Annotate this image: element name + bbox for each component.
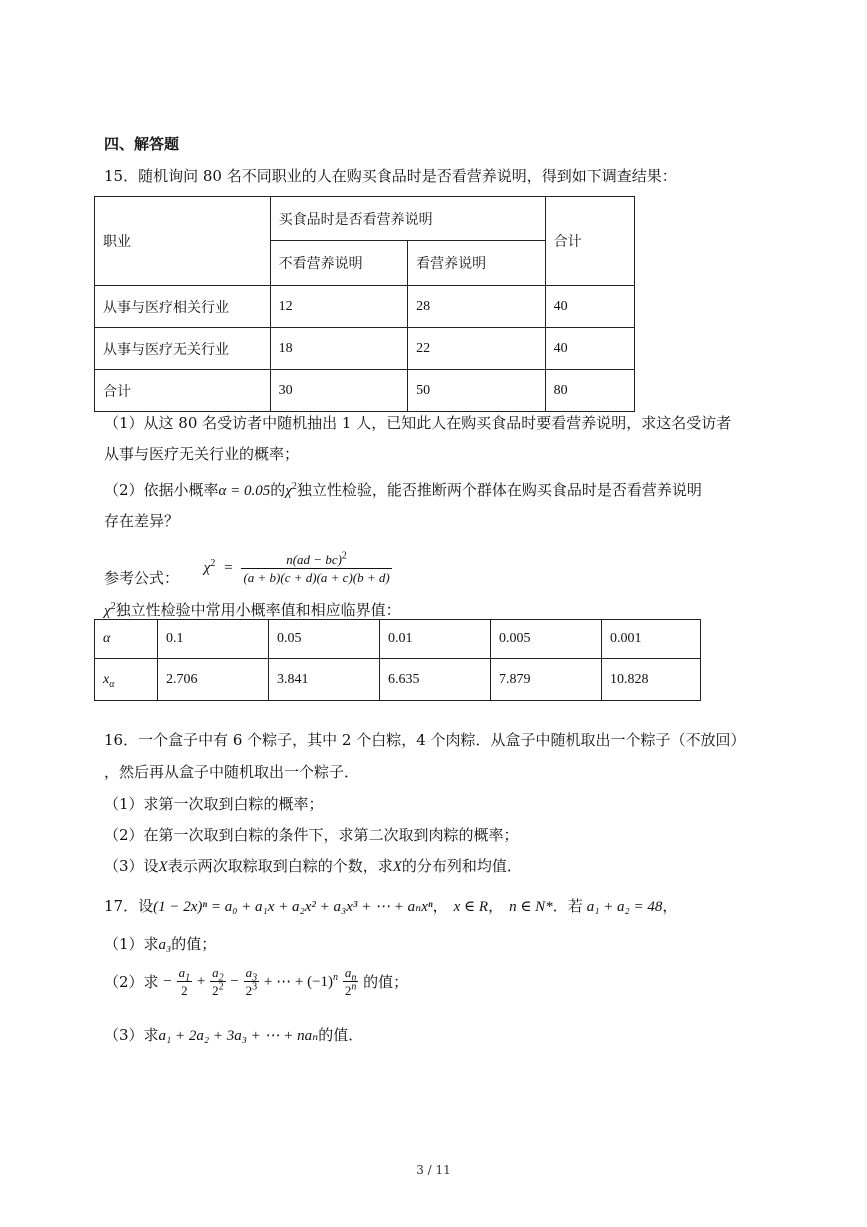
q15-part1-line1: （1）从这 80 名受访者中随机抽出 1 人，已知此人在购买食品时要看营养说明，求这名受访者 [104,414,732,432]
critical-values-table [94,619,701,701]
alpha-row-label: α [95,620,158,659]
formula-fraction: $\frac{n(ad - bc)^2}{(a + b)(c + d)(a + c)(b + d)}$ [243,550,390,585]
q17-part2: （2）求 − $\frac{a_1}{2}$ + $\frac{a_2}{2^2}$ − $\frac{a_3}{2^3}$ + ⋯ + $(-1)^n$ $\frac{a_n}{2^n}$ 的值； [104,965,409,998]
reference-formula: 参考公式： $\chi^2$ = $\frac{n(ad - bc)^2}{(a + b)(c + d)(a + c)(b + d)}$ [104,548,392,588]
q15-part2-mid: 的 [270,481,286,499]
alpha-cell: 0.001 [602,620,701,659]
term-fraction: $\frac{a_n}{2^n}$ [344,965,357,998]
q15-part1-line2: 从事与医疗无关行业的概率； [104,445,300,463]
critical-caption: $\chi^2$独立性检验中常用小概率值和相应临界值： [104,601,401,619]
term-fraction: $\frac{a_3}{2^3}$ [245,965,258,998]
page-number: 3 / 11 [416,1163,451,1177]
row-label: 从事与医疗相关行业 [95,286,271,328]
alpha-cell: 0.005 [491,620,602,659]
weighted-sum: a₁ + 2a₂ + 3a₃ + ⋯ + naₙ [158,1028,319,1044]
formula-label: 参考公式： [104,569,180,587]
header-total: 合计 [545,197,634,286]
table-row [95,620,701,659]
table-row [95,370,635,412]
x-cell: 10.828 [602,659,701,701]
formula-lhs: χ [203,560,211,576]
cell-no: 12 [270,286,408,328]
header-no: 不看营养说明 [270,241,408,286]
alpha-cell: 0.01 [380,620,491,659]
q17-part1: （1）求a₃的值； [104,935,217,953]
q16-part3: （3）设X表示两次取粽取到白粽的个数，求X的分布列和均值． [104,857,522,875]
var-a3: a₃ [158,937,172,953]
formula-denominator: (a + b)(c + d)(a + c)(b + d) [243,569,390,585]
section-heading: 四、解答题 [104,135,180,153]
formula-eq: = [224,560,233,576]
expansion-formula: (1 − 2x)ⁿ = a₀ + a₁x + a₂x² + a₃x³ + ⋯ + aₙxⁿ [153,899,433,915]
q16-part1: （1）求第一次取到白粽的概率； [104,795,324,813]
row-label: 从事与医疗无关行业 [95,328,271,370]
x-row-label: $x_\alpha$ [95,659,158,701]
alpha-value: α = 0.05 [218,483,271,499]
alpha-cell: 0.05 [269,620,380,659]
condition-sum: a₁ + a₂ = 48 [586,899,663,915]
header-yes: 看营养说明 [408,241,546,286]
condition-x: x ∈ R [453,899,489,915]
cell-total: 40 [545,286,634,328]
cell-yes: 28 [408,286,546,328]
header-job: 职业 [95,197,271,286]
term-fraction: $\frac{a_2}{2^2}$ [212,965,224,998]
q15-part2-post: 独立性检验，能否推断两个群体在购买食品时是否看营养说明 [296,481,702,499]
cell-yes: 50 [408,370,546,412]
term-fraction: $\frac{a_1}{2}$ [178,965,191,998]
header-group: 买食品时是否看营养说明 [270,197,545,241]
x-cell: 2.706 [158,659,269,701]
cell-total: 80 [545,370,634,412]
q17-statement: 17．设(1 − 2x)ⁿ = a₀ + a₁x + a₂x² + a₃x³ + ⋯ + aₙxⁿ， x ∈ R， n ∈ N*．若 a₁ + a₂ = 48， [104,897,678,915]
q16-line2: ，然后再从盒子中随机取出一个粽子． [104,763,360,781]
x-cell: 6.635 [380,659,491,701]
q15-intro: 15．随机询问 80 名不同职业的人在购买食品时是否看营养说明，得到如下调查结果： [104,167,677,185]
x-cell: 3.841 [269,659,380,701]
q17-part3: （3）求a₁ + 2a₂ + 3a₃ + ⋯ + naₙ的值． [104,1026,364,1044]
q16-part2: （2）在第一次取到白粽的条件下，求第二次取到肉粽的概率； [104,826,519,844]
cell-yes: 22 [408,328,546,370]
row-label: 合计 [95,370,271,412]
survey-table [94,196,635,412]
q15-part2-pre: （2）依据小概率 [104,481,219,499]
table-row [95,659,701,701]
cell-no: 30 [270,370,408,412]
var-x: X [392,859,402,875]
q16-line1: 16．一个盒子中有 6 个粽子，其中 2 个白粽，4 个肉粽．从盒子中随机取出一个粽子（不放回） [104,731,746,749]
x-cell: 7.879 [491,659,602,701]
q15-part2-line1: （2）依据小概率α = 0.05的$\chi^2$独立性检验，能否推断两个群体在购买食品时是否看营养说明 [104,481,702,499]
condition-n: n ∈ N* [509,899,553,915]
cell-no: 18 [270,328,408,370]
alpha-cell: 0.1 [158,620,269,659]
chi-symbol: χ [285,483,292,499]
table-row [95,286,635,328]
q15-part2-line2: 存在差异？ [104,512,180,530]
formula-numerator: n(ad − bc) [286,551,342,567]
cell-total: 40 [545,328,634,370]
table-row [95,328,635,370]
var-x: X [158,859,168,875]
